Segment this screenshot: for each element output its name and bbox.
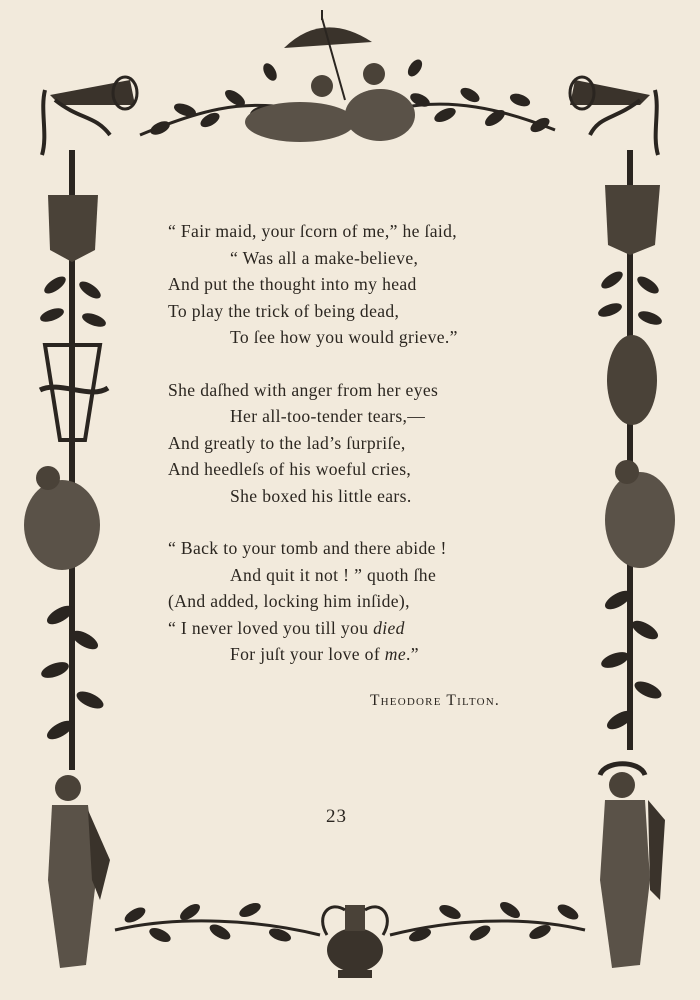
page-number: 23 — [326, 806, 347, 827]
bottom-garland — [115, 900, 585, 978]
poem-line: Her all-too-tender tears,— — [230, 406, 426, 426]
poem-line: “ Was all a make-believe, — [230, 247, 419, 268]
poem-line: To ſee how you would grieve.” — [230, 327, 458, 347]
line-text: .” — [406, 644, 419, 664]
poem-line — [168, 641, 568, 668]
top-left-ornament — [42, 77, 137, 155]
poem — [168, 218, 568, 694]
line-text: “ I never loved you till you — [168, 617, 374, 638]
stanza-2 — [168, 377, 568, 510]
poem-line: She boxed his little ears. — [230, 485, 412, 506]
poem-line: And put the thought into my head — [168, 274, 417, 294]
italic-word: me — [384, 644, 407, 664]
poem-line: (And added, locking him inſide), — [168, 591, 410, 611]
bottom-left-figure — [48, 775, 110, 968]
poem-line: And greatly to the lad’s ſurpriſe, — [168, 432, 406, 453]
poem-line: And heedleſs of his woeful cries, — [168, 459, 412, 479]
line-text: For juſt your love of — [230, 644, 385, 664]
stanza-1 — [168, 218, 568, 351]
left-column-ornament — [24, 150, 108, 770]
italic-word: died — [373, 617, 405, 638]
top-garland — [140, 10, 555, 142]
poem-line: To play the trick of being dead, — [168, 300, 400, 321]
poem-line: “ Back to your tomb and there abide ! — [168, 538, 447, 558]
right-column-ornament — [597, 150, 675, 750]
author-attribution: Theodore Tilton. — [370, 692, 500, 709]
poem-line — [168, 615, 568, 642]
poem-line: And quit it not ! ” quoth ſhe — [230, 564, 437, 585]
top-right-ornament — [570, 77, 658, 155]
stanza-3 — [168, 535, 568, 668]
poem-line: She daſhed with anger from her eyes — [168, 379, 439, 400]
poem-line: “ Fair maid, your ſcorn of me,” he ſaid, — [168, 221, 458, 241]
bottom-right-figure — [600, 764, 665, 968]
